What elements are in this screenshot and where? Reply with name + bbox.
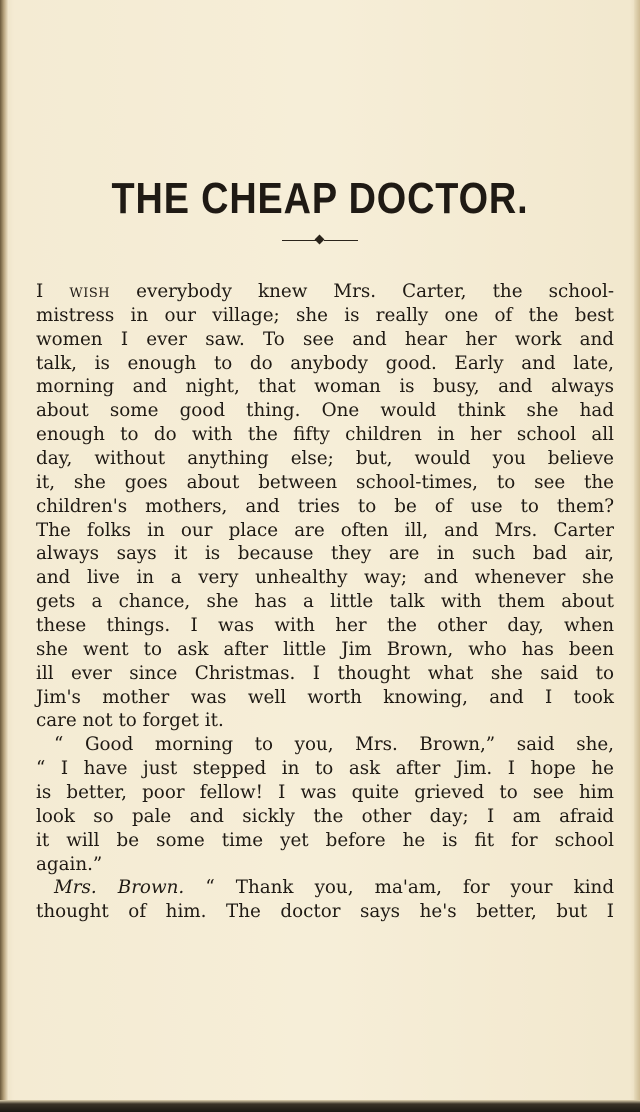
speaker-name: Mrs. Brown. — [54, 877, 185, 899]
paragraph-2-line: “ Good morning to you, Mrs. Brown,” said she, — [54, 734, 614, 756]
paragraph-1-line: and live in a very unhealthy way; and whenever she — [36, 567, 614, 589]
paragraph-2-line: look so pale and sickly the other day; I am afraid — [36, 805, 614, 827]
paragraph-1-line: ill ever since Christmas. I thought what she said to — [36, 662, 614, 684]
paragraph-1-line: The folks in our place are often ill, and Mrs. Carter — [36, 519, 614, 541]
paragraph-2-line: is better, poor fellow! I was quite grieved to see him — [36, 782, 614, 804]
paragraph-1-line-1 — [36, 280, 614, 304]
paragraph-1-line: day, without anything else; but, would you believe — [36, 448, 614, 470]
paragraph-1-line: she went to ask after little Jim Brown, who has been — [36, 638, 614, 660]
body-text — [36, 280, 614, 924]
paragraph-1-line: talk, is enough to do anybody good. Early and late, — [36, 352, 614, 374]
ornament-left-rule — [282, 240, 316, 241]
paragraph-1-line: about some good thing. One would think she had — [36, 400, 614, 422]
paragraph-1-line: it, she goes about between school-times, to see the — [36, 471, 614, 493]
paragraph-2-line: “ I have just stepped in to ask after Jim. I hope he — [36, 758, 614, 780]
paragraph-1-line: always says it is because they are in such bad air, — [36, 543, 614, 565]
line-text: “ Thank you, ma'am, for your kind — [205, 877, 615, 899]
ornament-right-rule — [324, 240, 358, 241]
page-right-edge — [634, 0, 640, 1112]
paragraph-2-line: again.” — [36, 853, 103, 875]
page-left-edge — [0, 0, 8, 1112]
paragraph-1-line: morning and night, that woman is busy, and always — [36, 376, 614, 398]
page-bottom-edge — [0, 1100, 640, 1112]
paragraph-3-line-1 — [36, 876, 614, 900]
diamond-icon — [315, 235, 325, 245]
paragraph-1-line: women I ever saw. To see and hear her work and — [36, 328, 614, 350]
paragraph-1-line: these things. I was with her the other day, when — [36, 615, 614, 637]
line-text: everybody knew Mrs. Carter, the school- — [136, 281, 615, 302]
paragraph-1-line: care not to forget it. — [36, 710, 224, 732]
chapter-title: THE CHEAP DOCTOR. — [111, 174, 529, 223]
paragraph-1-line: mistress in our village; she is really one of the best — [36, 304, 614, 326]
paragraph-1-line: gets a chance, she has a little talk with them about — [36, 591, 614, 613]
rule-with-diamond-icon — [276, 234, 364, 248]
paragraph-1-line: enough to do with the fifty children in her school all — [36, 424, 614, 446]
paragraph-1-line: children's mothers, and tries to be of use to them? — [36, 495, 614, 517]
paragraph-3-line: thought of him. The doctor says he's better, but I — [36, 901, 614, 923]
paragraph-2-line: it will be some time yet before he is fit for school — [36, 829, 614, 851]
paragraph-1-line: Jim's mother was well worth knowing, and I took — [36, 686, 614, 708]
first-word: I — [36, 281, 44, 302]
smallcaps-word: wish — [69, 281, 111, 302]
